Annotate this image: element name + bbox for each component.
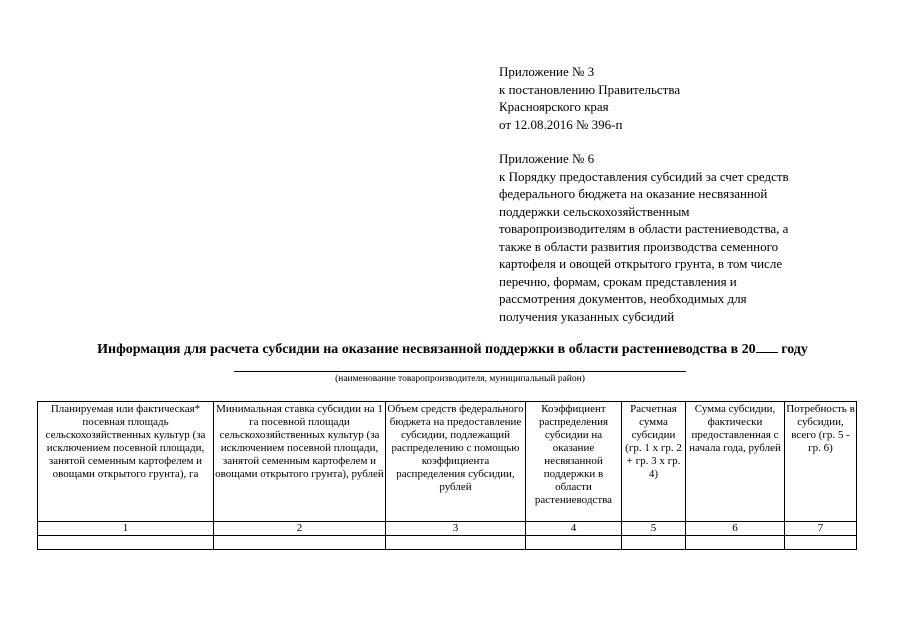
appendix-line: Приложение № 3 <box>499 64 595 79</box>
header-cell-6: Сумма субсидии, фактически предоставленная с начала года, рублей <box>686 402 785 522</box>
column-number: 3 <box>386 522 526 536</box>
column-number: 4 <box>526 522 622 536</box>
document-title <box>0 340 905 358</box>
entry-cell[interactable] <box>686 536 785 550</box>
entry-cell[interactable] <box>622 536 686 550</box>
header-cell-4: Коэффициент распределения субсидии на оказание несвязанной поддержки в области растениеводства <box>526 402 622 522</box>
appendix-line: федерального бюджета на оказание несвязанной <box>499 186 768 201</box>
producer-name-line <box>234 371 686 372</box>
header-cell-1: Планируемая или фактическая* посевная площадь сельскохозяйственных культур (за исключением посевной площади, занятой семенным картофелем и овощами открытого грунта), га <box>38 402 214 522</box>
appendix-line: к постановлению Правительства <box>499 81 681 97</box>
appendix-line: товаропроизводителям в области растениеводства, а <box>499 221 789 236</box>
appendix-line: Приложение № 6 <box>499 151 595 166</box>
header-cell-2: Минимальная ставка субсидии на 1 га посевной площади сельскохозяйственных культур (за исключением посевной площади, занятой семенным картофелем и овощами открытого грунта), рублей <box>214 402 386 522</box>
appendix-6-block <box>499 150 789 325</box>
subsidy-table <box>37 401 857 550</box>
entry-cell[interactable] <box>785 536 857 550</box>
column-number: 2 <box>214 522 386 536</box>
entry-cell[interactable] <box>386 536 526 550</box>
appendix-line: картофеля и овощей открытого грунта, в том числе <box>499 256 783 271</box>
document-title-main: Информация для расчета субсидии на оказание несвязанной поддержки в области растениеводства в 20 <box>97 342 756 357</box>
entry-cell[interactable] <box>38 536 214 550</box>
column-number: 5 <box>622 522 686 536</box>
producer-caption: (наименование товаропроизводителя, муниципальный район) <box>335 374 585 384</box>
appendix-line: перечню, формам, срокам представления и <box>499 273 737 289</box>
header-cell-7: Потребность в субсидии, всего (гр. 5 - гр. 6) <box>785 402 857 522</box>
appendix-line: получения указанных субсидий <box>499 308 675 324</box>
header-cell-3: Объем средств федерального бюджета на предоставление субсидии, подлежащий распределению с помощью коэффициента распределения субсидии, рублей <box>386 402 526 522</box>
year-blank <box>756 340 778 353</box>
appendix-line: рассмотрения документов, необходимых для <box>499 291 747 306</box>
header-cell-5: Расчетная сумма субсидии (гр. 1 х гр. 2 + гр. 3 х гр. 4) <box>622 402 686 522</box>
table-header-row <box>38 402 857 522</box>
column-number-row <box>38 522 857 536</box>
entry-cell[interactable] <box>214 536 386 550</box>
column-number: 1 <box>38 522 214 536</box>
column-number: 7 <box>785 522 857 536</box>
data-entry-row <box>38 536 857 550</box>
column-number: 6 <box>686 522 785 536</box>
document-title-suffix: году <box>777 342 808 357</box>
appendix-line: от 12.08.2016 № 396-п <box>499 116 623 132</box>
appendix-line: к Порядку предоставления субсидий за счет средств <box>499 168 789 184</box>
appendix-line: поддержки сельскохозяйственным <box>499 203 690 219</box>
appendix-line: также в области развития производства семенного <box>499 238 779 254</box>
appendix-line: Красноярского края <box>499 99 609 114</box>
appendix-3-block <box>499 63 680 133</box>
entry-cell[interactable] <box>526 536 622 550</box>
